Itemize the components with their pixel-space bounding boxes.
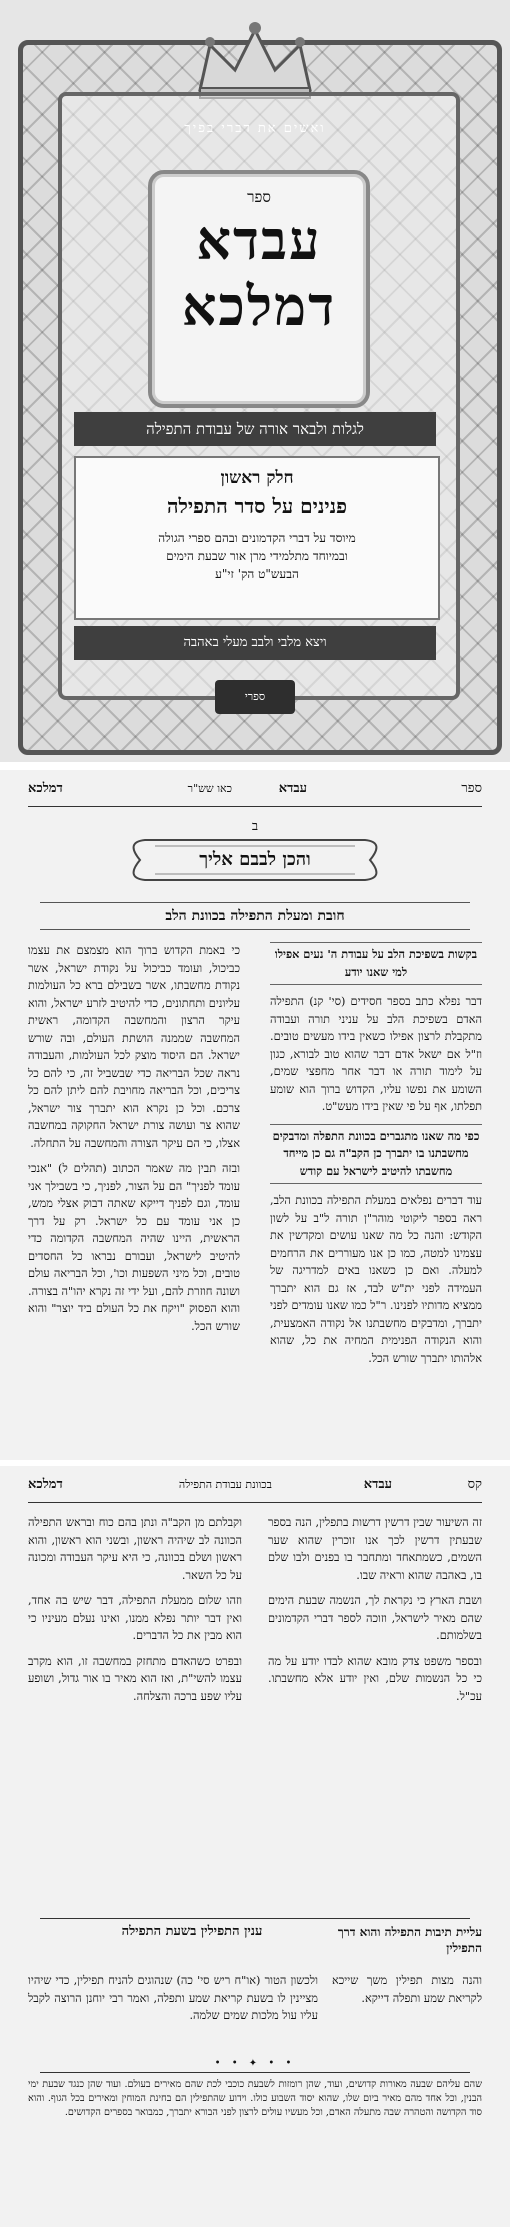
- right-column: [268, 1514, 482, 1713]
- running-head-left: דמלכא: [28, 1477, 63, 1492]
- running-head-left: דמלכא: [28, 781, 63, 796]
- section-title: ענין התפילין בשעת התפילה: [121, 1924, 263, 1939]
- section-headings: [28, 1924, 482, 1964]
- text-page-1: [0, 770, 510, 1460]
- running-head-center: בכוונת עבודת התפילה: [178, 1478, 272, 1491]
- part-line-3: הבעש"ט הק' זי"ע: [215, 567, 299, 581]
- book-cover: [0, 0, 510, 762]
- side-heading: עליית תיבות התפילה והוא דרך התפילין: [337, 1925, 482, 1955]
- running-head: [28, 780, 482, 806]
- paragraph: והנה מצות תפילין משך שייכא לקריאת שמע ותפלה דייקא.: [332, 1974, 482, 2005]
- cover-bottom-banner: ויצא מלבי ולבב מעלי באהבה: [74, 626, 436, 660]
- running-head-right: קס: [467, 1477, 482, 1492]
- paragraph: זה השיעור שבין דרשין דרשות בתפלין, הנה בספר שבעתין דרשין לכך אנו זוכרין שהוא שער השמים, כשמתאחד ומתחבר בו בפנים ולבו שלם בו, באהבה שהוא וראיה שבו.: [268, 1516, 482, 1582]
- paragraph: וקבלתם מן הקב"ה ונתן בהם כוח ובראש התפילה הכוונה לב שיהיה ראשון, ובשני הוא ראשון, והוא ראשון ושלם בכוונה, כי היא עיקר העבודה ומכונה על כל השאר.: [28, 1516, 242, 1582]
- paragraph: ולכשון הטור (או"ח ריש סי' כה) שנהוגים להניח תפילין, כדי שיהיו מציינין לו בשעת קריאת שמע ותפלה, ואמר רבי יוחנן הרוצה לקבל עליו עול מלכות שמים שלמה.: [28, 1974, 318, 2022]
- ornament-divider-icon: • • ✦ • •: [214, 2058, 296, 2069]
- subtitle-banner: לגלות ולבאר אורה של עבודת התפילה: [74, 412, 436, 446]
- left-column: [28, 1514, 242, 1713]
- paragraph: ובזה תבין מה שאמר הכתוב (תהלים ל) "אנכי עומד לפניך" הם על הצור, לפניך, כי בשבילך אני עומד, וגם לפניך דייקא שאתה דבוק אצלי ממש, כן אני עומד עם כל ישראל. רק על דרך הראשית, היינו שהיה המחשבה הקדומה כדי להיטיב לישראל, ועבורם נבראו כל החסדים טובים, וכל מיני השפעות וכו', וכל הבריאה עולם ושונה חוזרת להם, ועל ידי זה נקרא יהו"ה בצורה. והוא הפסוק "ויקח את כל העולם ביד יוצר" והוא שורש הכל.: [28, 1162, 240, 1333]
- running-head-title: עבדא: [363, 1477, 392, 1492]
- lower-left-column: [28, 1972, 318, 2033]
- title-prefix: ספר: [247, 188, 271, 206]
- paragraph: דבר נפלא כתב בספר חסידים (סי' קנ) התפילה האדם בשפיכת הלב על עניני תורה ועבודה מתקבלת לרצון אפילו כשאין בידו מעשים טובים. וז"ל אם ישאל אדם דבר שהוא טוב לבורא, כגון על לימוד תורה או דבר אחר מחפצי שמים, השומע את נפשו עליו, הקדוש ברוך הוא שומע תפלתו, אף על פי שאין בידו מעש"ט.: [270, 995, 482, 1113]
- part-subtitle: פנינים על סדר התפילה: [167, 494, 347, 518]
- footnotes: שהם עליהם שבעה מאורות קדושים, ועוד, שהן רומזות לשבעת כוכבי לכת שהם מאירים בעולם. ועוד שהן כנגד שבעת ימי הבנין, וכל אחד מהם מאיר ביום שלו, שהוא יסוד השבוע כולו. וידוע שהתפילין הם בחינת המוחין ומאירים בכל הגוף. והוא סוד הקדושה והטהרה שבה מתעלה האדם, וכל מעשיו עולים לרצון לפני הבורא יתברך, כמבואר בספרים הקדושים.: [28, 2079, 482, 2118]
- running-head-right: ספר: [461, 781, 482, 796]
- paragraph: ושבת הארץ כי נקראת לך, הנשמה שבעת הימים שהם מאיר לישראל, וזוכה לספר דברי הקדמונים בשלמותם.: [268, 1594, 482, 1642]
- running-head-center: כאו שש"ר: [187, 782, 232, 795]
- ornamental-heading-text: והכן לבבם אליך: [199, 849, 311, 870]
- part-line-2: ובמיוחד מתלמידי מרן אור שבעת הימים: [166, 549, 348, 563]
- running-head-title: עבדא: [278, 781, 307, 796]
- running-head: [28, 1476, 482, 1502]
- head-rule: [28, 806, 482, 807]
- left-column: [28, 942, 240, 1343]
- title-box: [148, 170, 370, 408]
- part-box: [74, 456, 440, 620]
- ornamental-heading: [120, 832, 390, 888]
- text-page-2: [0, 1466, 510, 2227]
- section-title: חובת ומעלת התפילה בכוונת הלב: [40, 902, 470, 930]
- title-line-2: דמלכא: [181, 274, 337, 338]
- lower-right-column: [332, 1972, 482, 2015]
- right-column-subheading: כפי מה שאנו מתגברים בכוונת התפלה ומדבקים מחשבתנו בו יתברך כן הקב"ה גם כן מייחד מחשבתו להיטיב לישראל עם קודש: [270, 1124, 482, 1185]
- paragraph: עוד דברים נפלאים במעלת התפילה בכוונת הלב, ראה בספר ליקוטי מוהר"ן תורה ל"ב על לשון הקודש: והנה כל מה שאנו עושים ומקדשין את עצמינו למטה, כמו כן אנו מעוררים את הרחמים למעלה. ואם כן כשאנו באים למדריגה של העמידה לפני ית"ש לבד, אז גם הוא יתברך ממציא מדותיו לפנינו. ר"ל כמו שאנו עומדים לפני יתברך, ומדבקים מחשבתנו אל נקודה האמצעית, והוא הנקודה הפנימית המחיה את כל, שהוא אלהותו יתברך שורש הכל.: [270, 1194, 482, 1365]
- arch-inscription: ואשים את דברי בפיך: [184, 121, 326, 136]
- crown-icon: [190, 20, 320, 100]
- part-label: חלק ראשון: [220, 468, 294, 488]
- publisher-logo: ספרי: [215, 680, 295, 714]
- head-rule: [28, 1502, 482, 1503]
- paragraph: ובספר משפט צדק מובא שהוא לבדו יודע על מה כי כל הנשמות שלם, ואין יודע אלא מחשבתו. עכ"ל.: [268, 1654, 482, 1703]
- paragraph: ובפרט כשהאדם מתחזק במחשבה זו, הוא מקרב עצמו להשי"ת, ואז הוא מאיר בו אור גדול, ושופע עליו שפע ברכה והצלחה.: [28, 1654, 242, 1703]
- right-column-heading: בקשות בשפיכת הלב על עבודת ה' נעים אפילו למי שאנו יודע: [270, 942, 482, 985]
- title-line-1: עבדא: [196, 208, 322, 272]
- paragraph: כי באמת הקדוש ברוך הוא מצמצם את עצמו כביכול, ועומד כביכול על נקודת ישראל, אשר נקודת מחשבתו, אשר בשבילם ברא כל העולמות עליונים ותחתונים, כדי להיטיב לזרע ישראל, והוא עיקר הרצון והמחשבה הקדומה, ראשית המחשבה שממנה הושתת העולם, ובה שורש ישראל. הם היסוד מוצק לכל העולמות, והעבודה נראה שכל הבריאה כדי שבשביל זה, כי להם כל צריכים, וכל הבריאה מחויבת להם ליתן להם כל צרכם. וכל כן נקרא הוא יתברך צור ישראל, שהוא צר ועושה צורת ישראל החקוקה במחשבה אצלו, כי הם עיקר הצורה והמחשבה על התחלה.: [28, 944, 240, 1150]
- footnote-rule: [40, 2072, 470, 2073]
- part-line-1: מיוסד על דברי הקדמונים ובהם ספרי הגולה: [158, 531, 356, 545]
- paragraph: וזהו שלום ממעלת התפילה, דבר שיש בה אחד, ואין דבר יותר נפלא ממנו, ואינו נעלם מעיניו כי הוא מבין את כל הדברים.: [28, 1594, 242, 1642]
- section-rule: [40, 1918, 470, 1919]
- right-column: [270, 942, 482, 1375]
- page-number: ב: [251, 819, 259, 834]
